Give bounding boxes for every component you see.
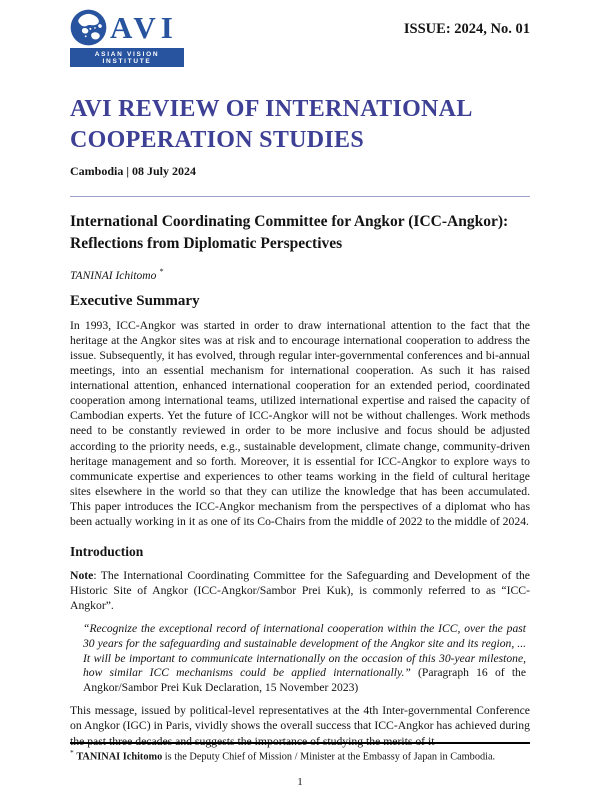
executive-summary-body: In 1993, ICC-Angkor was started in order to draw international attention to the fact that the heritage at the Angkor sites was at risk and to encourage international cooperation to address the issue. Subsequently, it has evolved, through regular inter-governmental conferences and bi-annual meetings, into an essential mechanism for international cooperation. As such it has raised international attention, enhanced international cooperation for an extended period, coordinated cooperation among international teams, utilized international expertise and raised the capacity of Cambodian experts. Yet the future of ICC-Angkor will not be without challenges. Work methods need to be constantly reviewed in order to be more inclusive and focus should be adjusted according to the priority needs, e.g., sustainable development, climate change, community-driven heritage management and so forth. Moreover, it is essential for ICC-Angkor to explore ways to communicate expertise and experiences to other teams working in the field of cultural heritage sites elsewhere in the world so that they can utilize the knowledge that has been accumulated. This paper introduces the ICC-Angkor mechanism from the perspectives of a diplomat who has been actually working in it as one of its Co-Chairs from the middle of 2022 to the middle of 2024.	[70, 318, 530, 529]
logo-banner: ASIAN VISION INSTITUTE	[70, 48, 184, 67]
article-title-line-2: Reflections from Diplomatic Perspectives	[70, 235, 343, 252]
article-title	[70, 211, 530, 255]
footnote-text: is the Deputy Chief of Mission / Minister at the Embassy of Japan in Cambodia.	[162, 751, 496, 762]
globe-asia-icon	[70, 9, 107, 46]
footnote-marker: *	[70, 747, 74, 757]
section-heading-executive-summary: Executive Summary	[70, 292, 200, 309]
quote-block	[83, 622, 526, 695]
author-note-marker: *	[159, 267, 164, 276]
logo-acronym: AVI	[110, 9, 178, 45]
footnote	[70, 748, 530, 762]
footnote-rule	[70, 742, 530, 744]
note-paragraph	[70, 568, 530, 613]
avi-logo-top	[70, 8, 184, 46]
quote-citation: (Paragraph 16 of the Angkor/Sambor Prei Kuk Declaration, 15 November 2023)	[83, 666, 526, 694]
page-footer	[70, 742, 530, 788]
avi-logo	[70, 8, 184, 67]
dateline: Cambodia | 08 July 2024	[70, 164, 196, 178]
author-line	[70, 267, 530, 282]
page-number: 1	[297, 776, 303, 788]
journal-title-line-1: AVI REVIEW OF INTERNATIONAL	[70, 96, 473, 122]
page-header	[70, 8, 530, 67]
author-name: TANINAI Ichitomo	[70, 269, 157, 282]
masthead-divider	[70, 196, 530, 197]
section-heading-introduction: Introduction	[70, 544, 144, 560]
footnote-author: TANINAI Ichitomo	[76, 751, 163, 762]
article-title-line-1: International Coordinating Committee for Angkor (ICC-Angkor):	[70, 213, 509, 230]
journal-title-line-2: COOPERATION STUDIES	[70, 127, 364, 153]
issue-label: ISSUE: 2024, No. 01	[403, 21, 530, 37]
quote-text: “Recognize the exceptional record of international cooperation within the ICC, over the past 30 years for the safeguarding and sustainable development of the Angkor site and its region, ... It will be important to communicate internationally on the occasion of this 30-year milestone, how similar ICC mechanisms could be applied internationally.”	[83, 622, 526, 680]
introduction-paragraph: This message, issued by political-level representatives at the 4th Inter-governmental Conference on Angkor (IGC) in Paris, vividly shows the overall success that ICC-Angkor has achieved during the past three decades and suggests the importance of studying the merits of it	[70, 704, 530, 748]
note-body: : The International Coordinating Committee for the Safeguarding and Development of the Historic Site of Angkor (ICC-Angkor/Sambor Prei Kuk), is commonly referred to as “ICC-Angkor”.	[70, 569, 530, 613]
journal-title	[70, 94, 530, 156]
note-label: Note	[70, 569, 94, 583]
